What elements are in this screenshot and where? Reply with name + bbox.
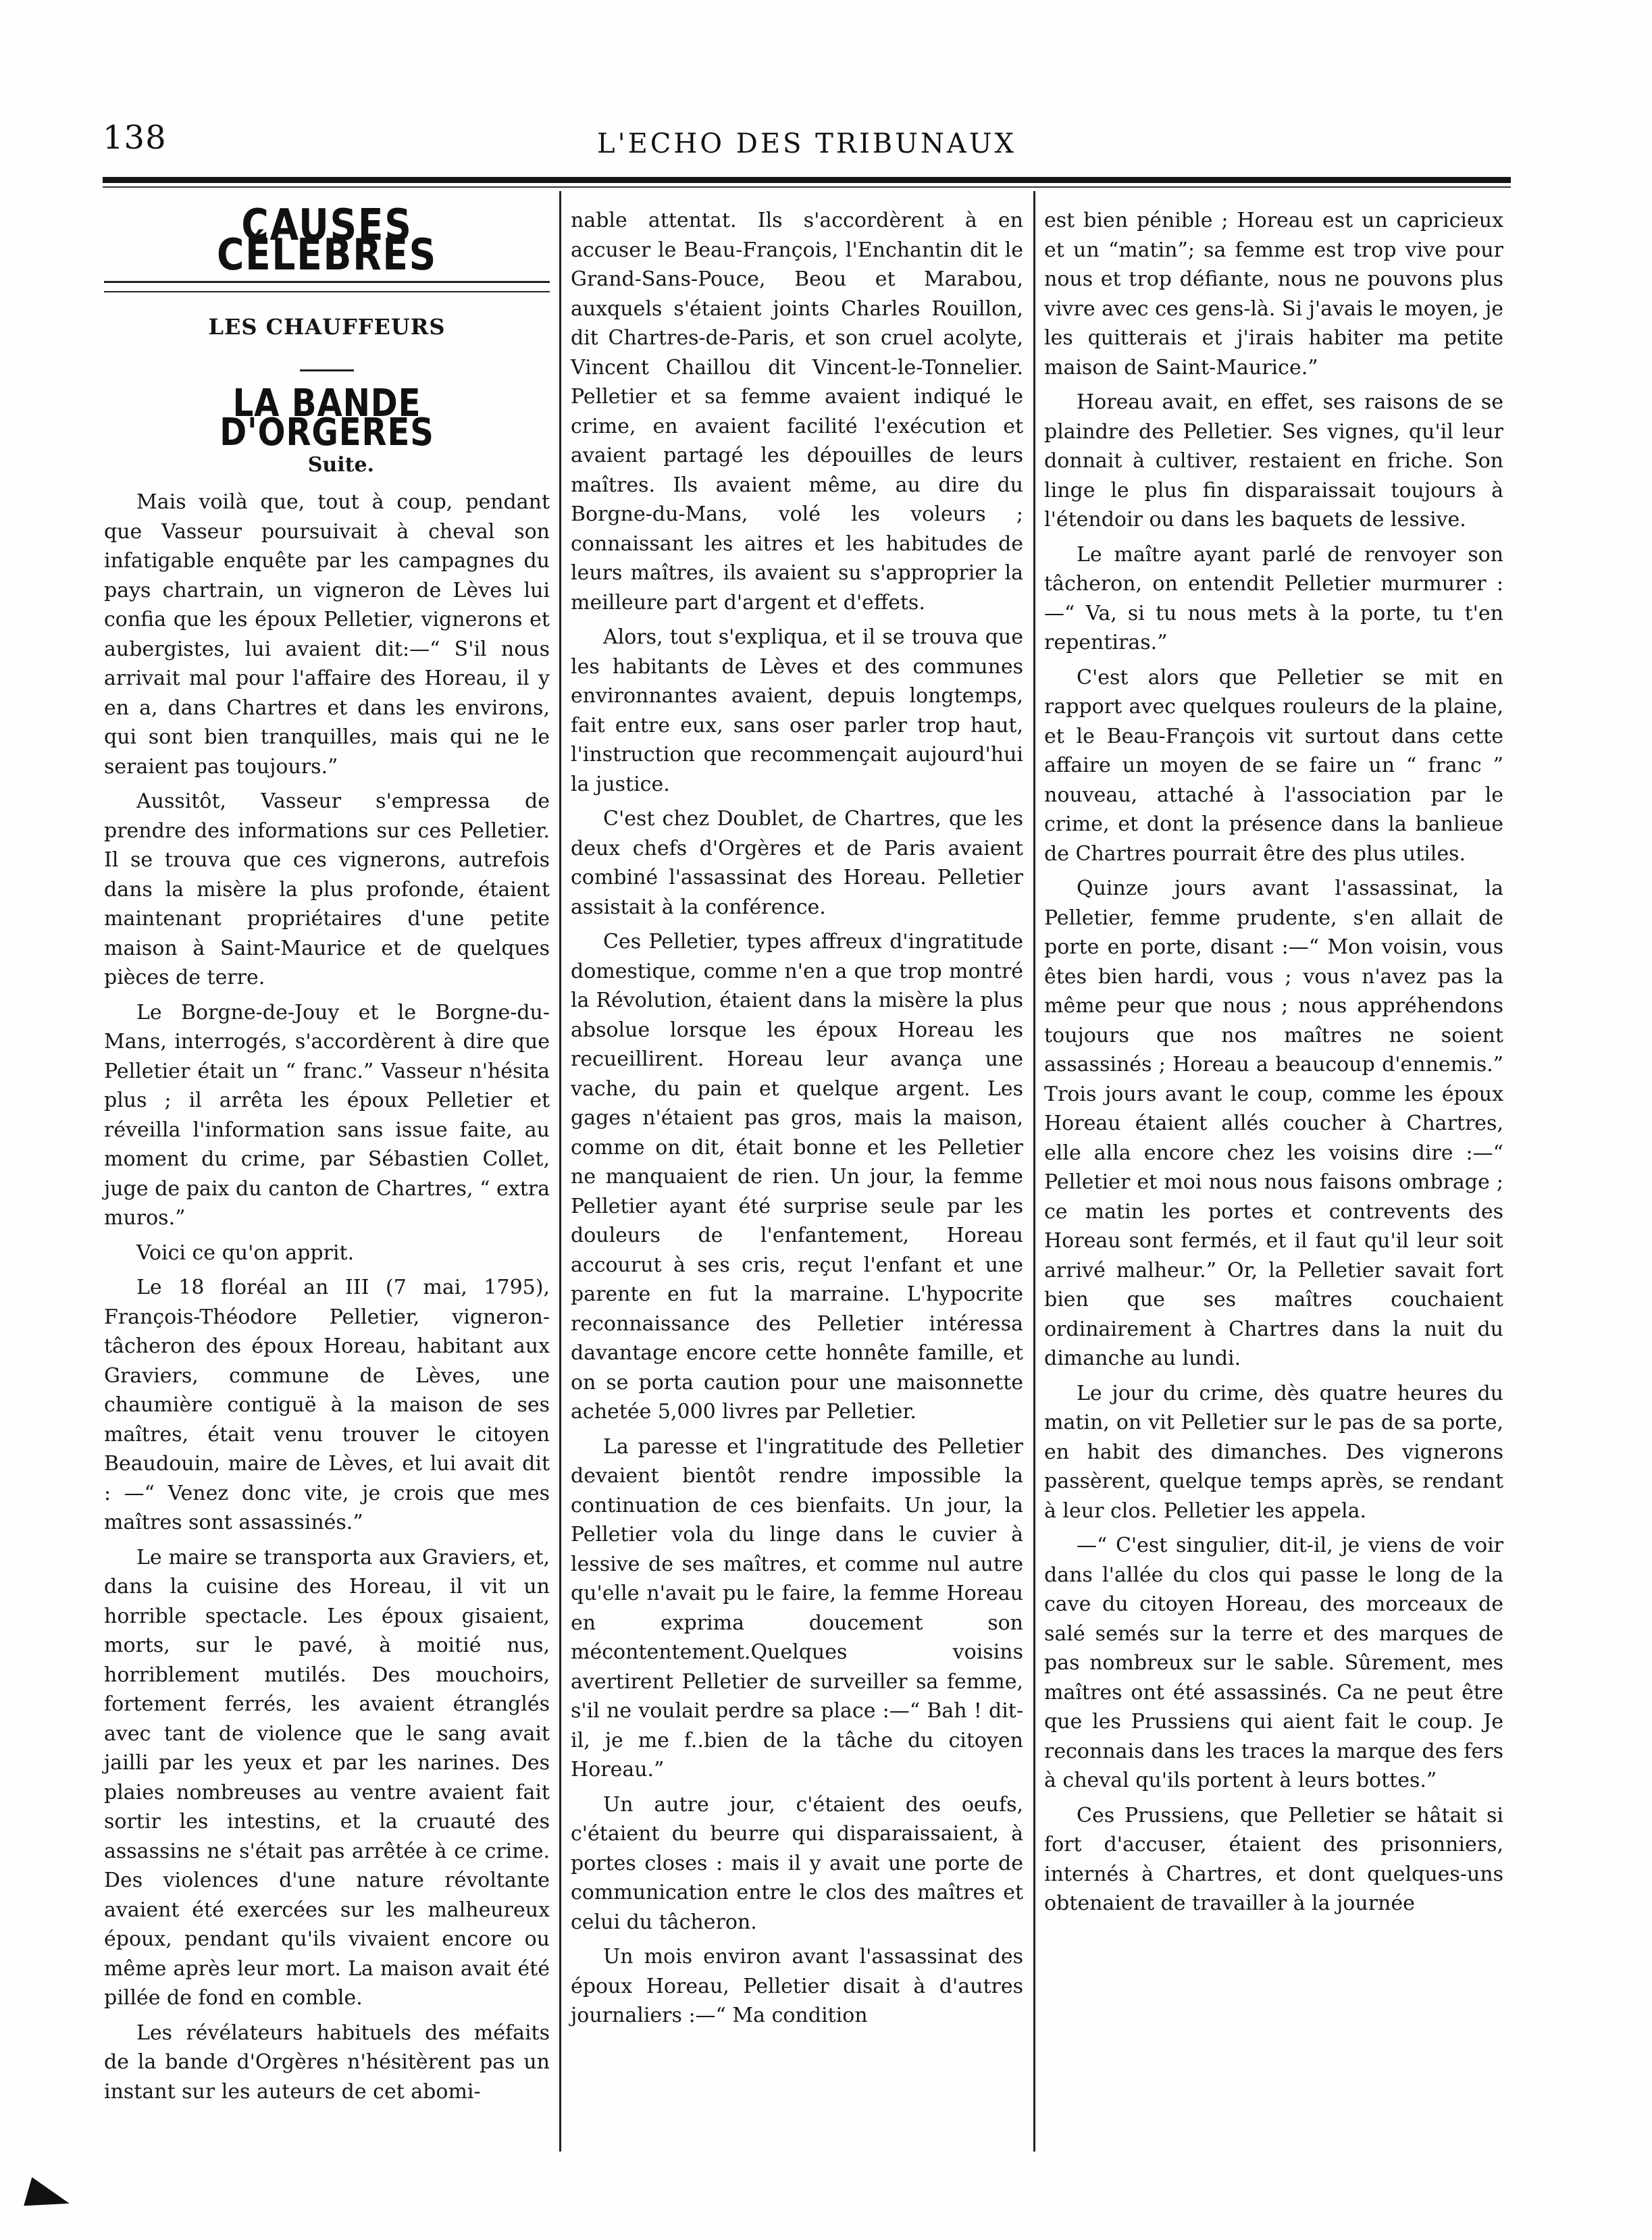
title-separator [300,369,354,371]
paragraph: Le jour du crime, dès quatre heures du matin, on vit Pelletier sur le pas de sa porte, en habit des dimanches. Des vignerons passèrent, quelque temps après, se rendant à leur clos. Pelletier les appela. [1044,1381,1503,1523]
page-number: 138 [103,119,167,157]
paragraph: La paresse et l'ingratitude des Pelletier devaient bientôt rendre impossible la continuation de ces bienfaits. Un jour, la Pelletier vola du linge dans le cuvier à lessive de ses maîtres, et comme nul autre qu'elle n'avait pu le faire, la femme Horeau en exprima doucement son mécontentement.Quelques voisins avertirent Pelletier de surveiller sa femme, s'il ne voulait perdre sa place :—“ Bah ! dit-il, je me f..bien de la tâche du citoyen Horeau.” [571,1434,1023,1781]
column-text [571,206,1023,2031]
corner-mark [24,2177,74,2218]
paragraph: Les révélateurs habituels des méfaits de la bande d'Orgères n'hésitèrent pas un instant sur les auteurs de cet abomi- [104,2021,550,2104]
column-divider [559,191,561,2152]
paragraph: Quinze jours avant l'assassinat, la Pelletier, femme prudente, s'en allait de porte en porte, disant :—“ Mon voisin, vous êtes bien hardi, vous ; vous n'avez pas la même peur que nous ; nous appréhendons toujours que nos maîtres ne soient assassinés ; Horeau a beaucoup d'ennemis.” Trois jours avant le coup, comme les époux Horeau étaient allés coucher à Chartres, elle alla encore chez les voisins dire :—“ Pelletier et moi nous nous faisons ombrage ; ce matin les portes et contrevents des Horeau sont fermés, et il faut qu'il leur soit arrivé malheur.” Or, la Pelletier savait fort bien que ses maîtres couchaient ordinairement à Chartres dans la nuit du dimanche au lundi. [1044,877,1503,1370]
column-3 [1044,206,1503,1924]
article-title: LA BANDE D'ORGERES [220,381,434,454]
paragraph: Alors, tout s'expliqua, et il se trouva que les habitants de Lèves et des communes environnantes avaient, depuis longtemps, fait entre eux, sans oser parler trop haut, l'instruction que recommençait aujourd'hui la justice. [571,625,1023,796]
header-rule-thin [103,186,1511,188]
column-2 [571,206,1023,2036]
running-title: L'ECHO DES TRIBUNAUX [597,128,1016,159]
column-text [1044,206,1503,1919]
column-text [104,488,550,2106]
paragraph: —“ C'est singulier, dit-il, je viens de voir dans l'allée du clos qui passe le long de la cave du citoyen Horeau, des morceaux de salé semés sur la terre et des marques de pas nombreux sur le sable. Sûrement, mes maîtres ont été assassinés. Ca ne peut être que les Prussiens qui aient fait le coup. Je reconnais dans les traces la marque des fers à cheval qu'ils portent à leurs bottes.” [1044,1534,1503,1792]
paragraph: Le maire se transporta aux Graviers, et, dans la cuisine des Horeau, il vit un horrible spectacle. Les époux gisaient, morts, sur le pavé, à moitié nus, horriblement mutilés. Des mouchoirs, fortement ferrés, les avaient étranglés avec tant de violence que le sang avait jailli par les yeux et par les narines. Des plaies nombreuses au ventre avaient fait sortir les intestins, et la cruauté des assassins ne s'était pas arrêtée à ce crime. Des violences d'une nature révoltante avaient été exercées sur les malheureux époux, pendant qu'ils vivaient encore ou même après leur mort. La maison avait été pillée de fond en comble. [104,1545,550,2010]
section-rule [104,281,550,292]
paragraph: Mais voilà que, tout à coup, pendant que Vasseur poursuivait à cheval son infatigable enquête par les campagnes du pays chartrain, un vigneron de Lèves lui confia que les époux Pelletier, vignerons et aubergistes, lui avaient dit:—“ S'il nous arrivait mal pour l'affaire des Horeau, il y en a, dans Chartres et dans les environs, qui sont bien tranquilles, mais qui ne le seraient pas toujours.” [104,490,550,779]
column-1 [104,201,550,2112]
paragraph: Ces Pelletier, types affreux d'ingratitude domestique, comme n'en a que trop montré la Révolution, étaient dans la misère la plus absolue lorsque les époux Horeau les recueillirent. Horeau leur avança une vache, du pain et quelque argent. Les gages n'étaient pas gros, mais la maison, comme on dit, était bonne et les Pelletier ne manquaient de rien. Un jour, la femme Pelletier ayant été surprise seule par les douleurs de l'enfantement, Horeau accourut à ses cris, reçut l'enfant et une parente en fut la marraine. L'hypocrite reconnaissance des Pelletier intéressa davantage encore cette honnête famille, et on se porta caution pour une maisonnette achetée 5,000 livres par Pelletier. [571,930,1023,1424]
page-header [103,119,1511,166]
paragraph: Voici ce qu'on apprit. [136,1241,355,1265]
paragraph: Le Borgne-de-Jouy et le Borgne-du-Mans, interrogés, s'accordèrent à dire que Pelletier était un “ franc.” Vasseur n'hésita plus ; il arrêta les époux Pelletier et réveilla l'information sans issue faite, au moment du crime, par Sébastien Collet, juge de paix du canton de Chartres, “ extra muros.” [104,1000,550,1230]
paragraph: C'est alors que Pelletier se mit en rapport avec quelques rouleurs de la plaine, et le Beau-François vit surtout dans cette affaire un moyen de se faire un “ franc ” nouveau, attaché à l'association par le crime, et dont la présence dans la banlieue de Chartres pourrait être des plus utiles. [1044,665,1503,866]
paragraph: Un autre jour, c'étaient des oeufs, c'étaient du beurre qui disparaissaient, à portes closes : mais il y avait une porte de communication entre le clos des maîtres et celui du tâcheron. [571,1792,1023,1934]
header-rule [103,177,1511,183]
column-divider [1033,191,1035,2152]
paragraph: C'est chez Doublet, de Chartres, que les deux chefs d'Orgères et de Paris avaient combiné l'assassinat des Horeau. Pelletier assistait à la conférence. [571,807,1023,919]
paragraph: Le maître ayant parlé de renvoyer son tâcheron, on entendit Pelletier murmurer :—“ Va, si tu nous mets à la porte, tu t'en repentiras.” [1044,542,1503,654]
article-subtitle: LES CHAUFFEURS [208,314,446,340]
paragraph: Un mois environ avant l'assassinat des époux Horeau, Pelletier disait à d'autres journaliers :—“ Ma condition [571,1945,1023,2027]
paragraph: Le 18 floréal an III (7 mai, 1795), François-Théodore Pelletier, vigneron-tâcheron des époux Horeau, habitant aux Graviers, commune de Lèves, une chaumière contiguë à la maison de ses maîtres, était venu trouver le citoyen Beaudouin, maire de Lèves, et lui avait dit : —“ Venez donc vite, je crois que mes maîtres sont assassinés.” [104,1276,550,1534]
paragraph: Horeau avait, en effet, ses raisons de se plaindre des Pelletier. Ses vignes, qu'il leur donnait à cultiver, restaient en friche. Son linge le plus fin disparaissait toujours à l'étendoir ou dans les baquets de lessive. [1044,390,1503,531]
paragraph: Ces Prussiens, que Pelletier se hâtait si fort d'accuser, étaient des prisonniers, internés à Chartres, et dont quelques-uns obtenaient de travailler à la journée [1044,1803,1503,1915]
paragraph: est bien pénible ; Horeau est un capricieux et un “matin”; sa femme est trop vive pour nous et trop défiante, nous ne pouvons plus vivre avec ces gens-là. Si j'avais le moyen, je les quitterais et j'irais habiter ma petite maison de Saint-Maurice.” [1044,209,1503,380]
paragraph: Aussitôt, Vasseur s'empressa de prendre des informations sur ces Pelletier. Il se trouva que ces vignerons, autrefois dans la misère la plus profonde, étaient maintenant propriétaires d'une petite maison à Saint-Maurice et de quelques pièces de terre. [104,789,550,989]
paragraph: nable attentat. Ils s'accordèrent à en accuser le Beau-François, l'Enchantin dit le Grand-Sans-Pouce, Beou et Marabou, auxquels s'étaient joints Charles Rouillon, dit Chartres-de-Paris, et son cruel acolyte, Vincent Chaillou dit Vincent-le-Tonnelier. Pelletier et sa femme avaient indiqué le crime, en avaient facilité l'exécution et avaient partagé les dépouilles de leurs maîtres. Ils avaient même, au dire du Borgne-du-Mans, volé les voleurs ; connaissant les aitres et les habitudes de leurs maîtres, ils avaient su s'approprier la meilleure part d'argent et d'effets. [571,209,1023,615]
continued-label: Suite. [307,452,374,477]
section-title: CAUSES CÉLÈBRES [217,201,437,280]
